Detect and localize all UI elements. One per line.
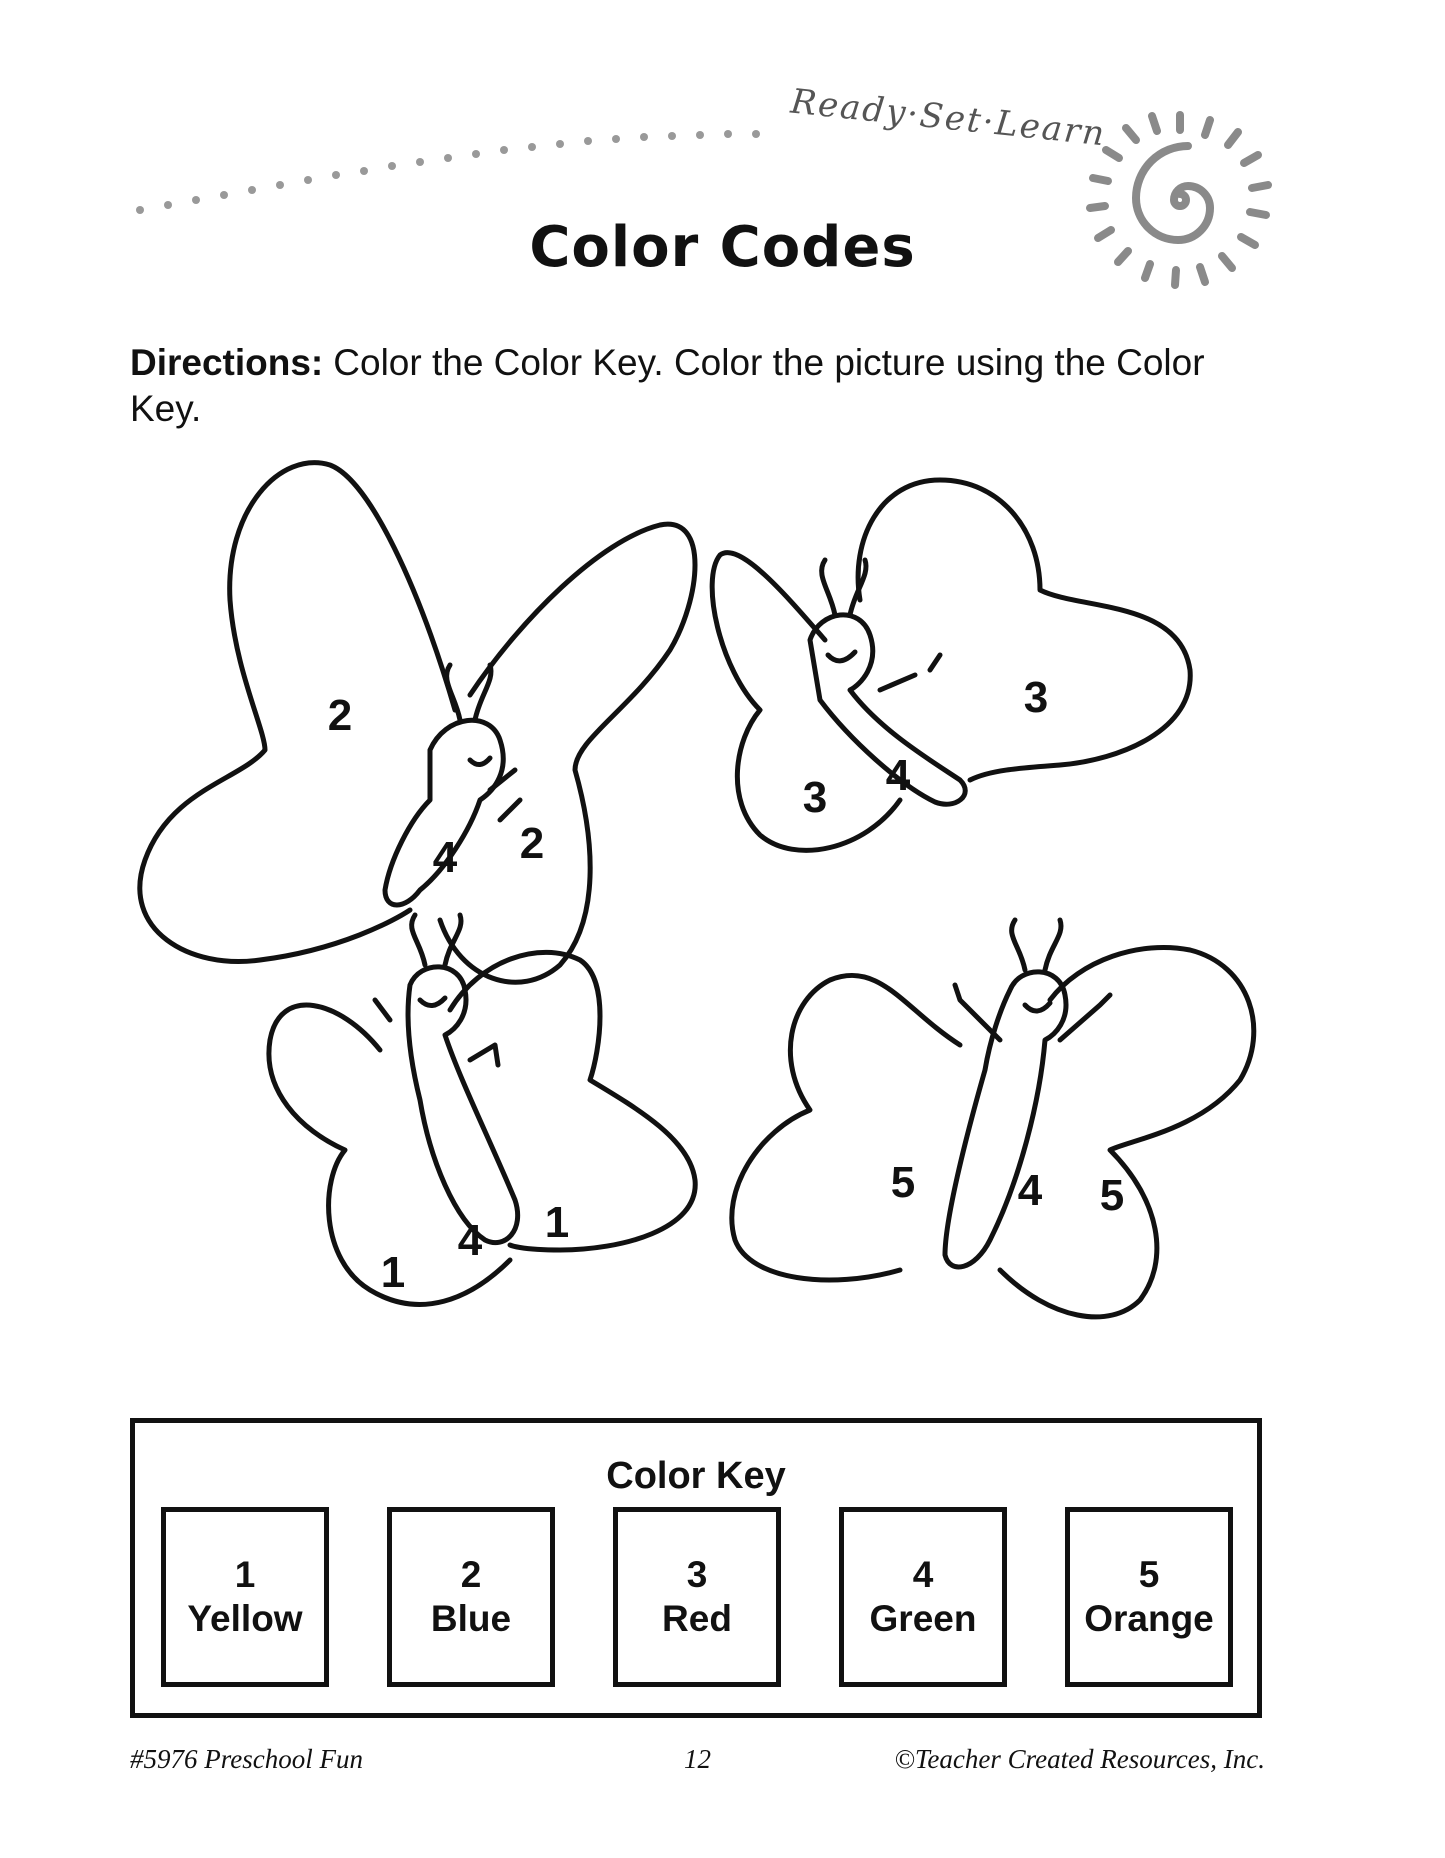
butterfly-picture (0, 440, 1445, 1400)
swatch-number: 2 (460, 1554, 482, 1595)
region-label: 1 (380, 1248, 406, 1297)
region-label: 3 (802, 773, 828, 822)
region-label: 4 (457, 1216, 483, 1265)
footer-page-number: 12 (684, 1744, 711, 1774)
footer-book-id: #5976 Preschool Fun (130, 1744, 363, 1774)
brand-logo: Ready·Set·Learn (788, 81, 1109, 155)
swatch-color: Orange (1084, 1598, 1214, 1639)
color-swatch-yellow (161, 1507, 329, 1687)
region-label: 4 (1017, 1166, 1043, 1215)
page-title: Color Codes (529, 215, 916, 280)
butterfly-top-right (712, 480, 1190, 850)
swatch-color: Blue (430, 1598, 512, 1639)
dotted-arc (136, 130, 760, 214)
color-key-swatches (161, 1507, 1233, 1687)
color-key-title: Color Key (606, 1455, 786, 1497)
region-label: 4 (885, 751, 911, 800)
butterfly-top-left (140, 463, 695, 983)
region-label: 2 (519, 819, 545, 868)
swatch-color: Red (662, 1598, 732, 1639)
directions-label: Directions: (130, 342, 324, 383)
region-label: 5 (890, 1158, 916, 1207)
color-swatch-green (839, 1507, 1007, 1687)
directions (130, 340, 1280, 432)
header-decoration (0, 0, 1445, 330)
color-swatch-orange (1065, 1507, 1233, 1687)
region-label: 3 (1023, 673, 1049, 722)
butterfly-bottom-right (732, 920, 1254, 1317)
color-swatch-red (613, 1507, 781, 1687)
swatch-color: Green (869, 1598, 977, 1639)
color-key (130, 1418, 1262, 1718)
color-swatch-blue (387, 1507, 555, 1687)
swatch-number: 4 (912, 1554, 934, 1595)
region-label: 4 (432, 833, 458, 882)
swatch-number: 5 (1138, 1554, 1160, 1595)
swatch-number: 1 (234, 1554, 256, 1595)
region-label: 5 (1099, 1171, 1125, 1220)
region-label: 2 (327, 691, 353, 740)
swatch-color: Yellow (187, 1598, 303, 1639)
swatch-number: 3 (686, 1554, 708, 1595)
region-label: 1 (544, 1198, 570, 1247)
footer-copyright: ©Teacher Created Resources, Inc. (894, 1744, 1265, 1774)
directions-text: Color the Color Key. Color the picture using the Color Key. (130, 342, 1205, 429)
